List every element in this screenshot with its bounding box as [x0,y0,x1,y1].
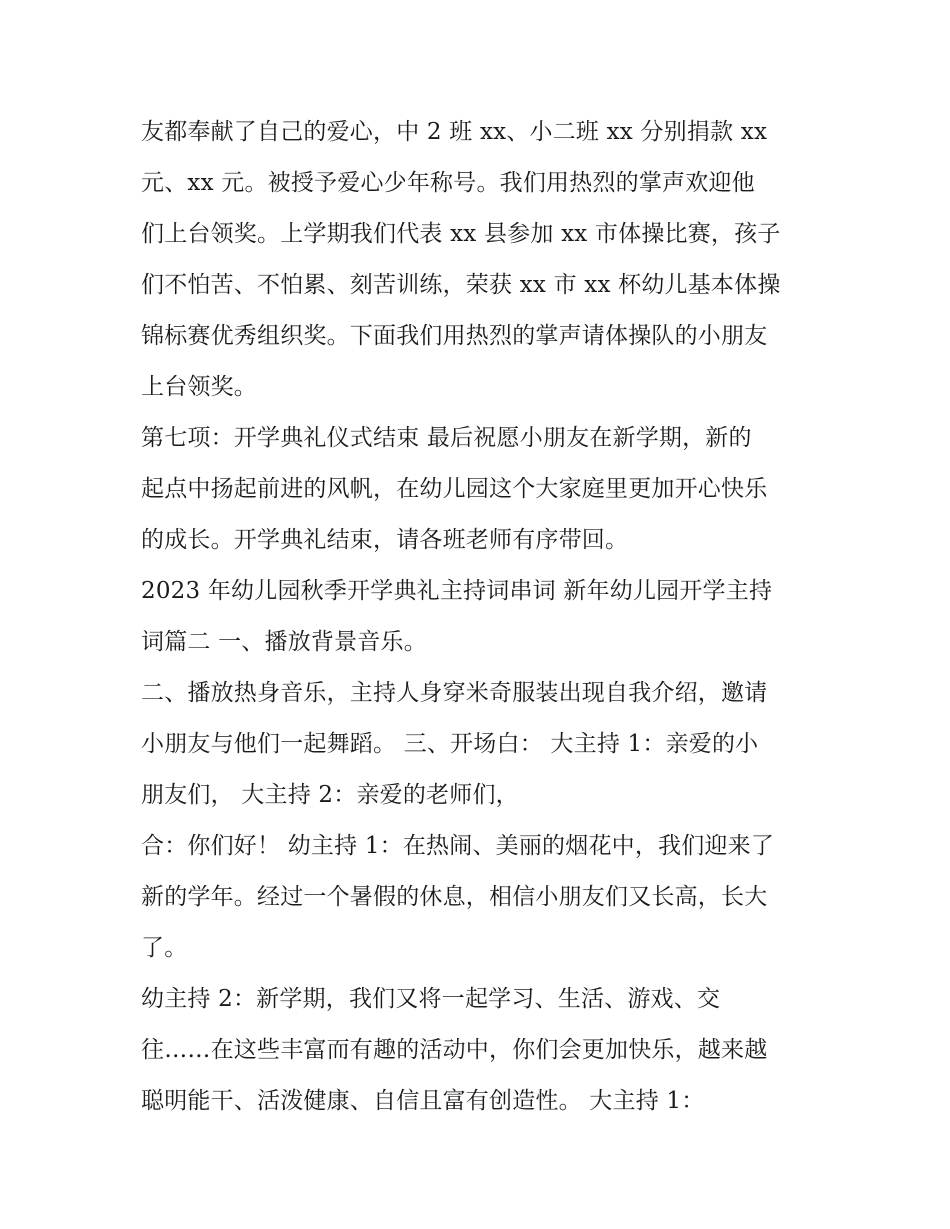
text-line: 们上台领奖。上学期我们代表 xx 县参加 xx 市体操比赛，孩子 [141,221,781,247]
text-line: 聪明能干、活泼健康、自信且富有创造性。 大主持 1： [141,1088,705,1114]
text-line: 起点中扬起前进的风帆，在幼儿园这个大家庭里更加开心快乐 [141,476,768,502]
text-line: 上台领奖。 [141,374,257,400]
text-line: 友都奉献了自己的爱心，中 2 班 xx、小二班 xx 分别捐款 xx [141,119,768,145]
text-line: 锦标赛优秀组织奖。下面我们用热烈的掌声请体操队的小朋友 [141,323,768,349]
text-line: 元、xx 元。被授予爱心少年称号。我们用热烈的掌声欢迎他 [141,170,755,196]
text-line: 词篇二 一、播放背景音乐。 [141,629,427,655]
text-line: 朋友们， 大主持 2：亲爱的老师们， [141,782,519,808]
text-line: 往……在这些丰富而有趣的活动中，你们会更加快乐，越来越 [141,1037,768,1063]
text-line: 2023 年幼儿园秋季开学典礼主持词串词 新年幼儿园开学主持 [141,578,773,604]
text-line: 二、播放热身音乐，主持人身穿米奇服装出现自我介绍，邀请 [141,680,768,706]
text-line: 小朋友与他们一起舞蹈。 三、开场白： 大主持 1：亲爱的小 [141,731,759,757]
text-line: 第七项：开学典礼仪式结束 最后祝愿小朋友在新学期，新的 [141,425,752,451]
document-body [141,107,831,1127]
text-line: 了。 [141,935,188,961]
text-line: 幼主持 2：新学期，我们又将一起学习、生活、游戏、交 [141,986,721,1012]
text-line: 的成长。开学典礼结束，请各班老师有序带回。 [141,527,629,553]
text-line: 新的学年。经过一个暑假的休息，相信小朋友们又长高，长大 [141,884,768,910]
text-line: 合：你们好！ 幼主持 1：在热闹、美丽的烟花中，我们迎来了 [141,833,775,859]
text-line: 们不怕苦、不怕累、刻苦训练，荣获 xx 市 xx 杯幼儿基本体操 [141,272,781,298]
